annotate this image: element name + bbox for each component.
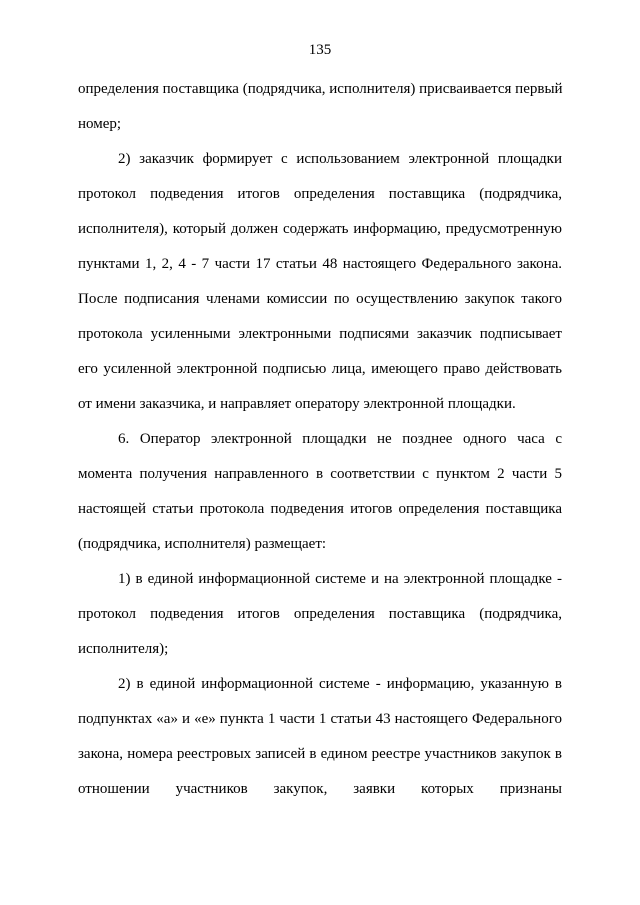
text-line: После подписания членами комиссии по осуществлению закупок такого [78, 291, 562, 307]
text-line: протокол подведения итогов определения поставщика (подрядчика, [78, 606, 562, 622]
text-line: отношении участников закупок, заявки которых признаны [78, 781, 562, 797]
text-line: от имени заказчика, и направляет оператору электронной площадки. [78, 396, 516, 412]
text-line: момента получения направленного в соответствии с пунктом 2 части 5 [78, 466, 562, 482]
text-line: исполнителя), который должен содержать информацию, предусмотренную [78, 221, 562, 237]
text-line: настоящей статьи протокола подведения итогов определения поставщика [78, 501, 562, 517]
page-number: 135 [308, 42, 332, 58]
text-line: закона, номера реестровых записей в едином реестре участников закупок в [78, 746, 562, 762]
text-line: его усиленной электронной подписью лица, имеющего право действовать [78, 361, 562, 377]
text-line: пунктами 1, 2, 4 - 7 части 17 статьи 48 настоящего Федерального закона. [78, 256, 562, 272]
text-line: (подрядчика, исполнителя) размещает: [78, 536, 327, 552]
text-line: 2) заказчик формирует с использованием электронной площадки [118, 151, 562, 167]
text-line: 2) в единой информационной системе - информацию, указанную в [118, 676, 562, 692]
text-line: протокол подведения итогов определения поставщика (подрядчика, [78, 186, 562, 202]
text-line: определения поставщика (подрядчика, исполнителя) присваивается первый [78, 81, 563, 97]
text-line: 6. Оператор электронной площадки не позднее одного часа с [118, 431, 562, 447]
text-line: номер; [78, 116, 122, 132]
text-line: подпунктах «а» и «е» пункта 1 части 1 статьи 43 настоящего Федерального [78, 711, 562, 727]
text-line: исполнителя); [78, 641, 169, 657]
text-line: протокола усиленными электронными подписями заказчик подписывает [78, 326, 562, 342]
text-line: 1) в единой информационной системе и на электронной площадке - [118, 571, 562, 587]
